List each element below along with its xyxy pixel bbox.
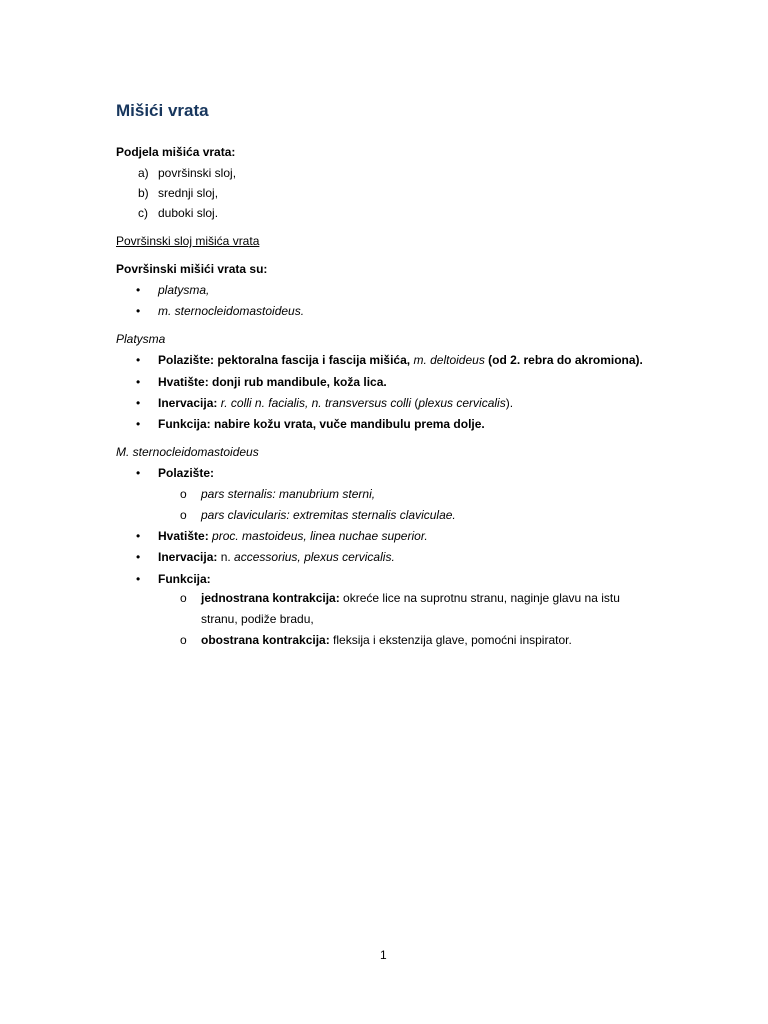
bullet-icon: • [136,375,141,389]
document-title: Mišići vrata [116,101,209,120]
platysma-insertion-text: donji rub mandibule, koža lica. [208,375,387,389]
scm-function-bilateral-label: obostrana kontrakcija: [201,633,330,647]
platysma-insertion-label: Hvatište: [158,375,209,389]
platysma-innervation-label: Inervacija: [158,396,218,410]
scm-innervation [158,549,395,565]
scm-function-unilateral-text: okreće lice na suprotnu stranu, naginje glavu na istu [339,591,620,605]
platysma-innervation-italic1: r. colli n. facialis, n. transversus colli [217,396,411,410]
division-item-c: duboki sloj. [158,206,219,220]
surface-item-scm: m. sternocleidomastoideus. [158,304,305,318]
bullet-icon: • [136,283,141,297]
bullet-icon: • [136,304,141,318]
scm-origin-label: Polazište: [158,466,215,480]
scm-innervation-label: Inervacija: [158,550,218,564]
platysma-function-text: nabire kožu vrata, vuče mandibulu prema dolje. [210,417,485,431]
bullet-icon: • [136,529,141,543]
platysma-innervation-italic2: plexus cervicalis [418,396,506,410]
platysma-heading: Platysma [116,332,166,346]
surface-muscles-heading: Površinski mišići vrata su: [116,262,268,276]
bullet-icon: • [136,396,141,410]
division-item-b-label: b) [138,186,149,200]
platysma-origin-text1: pektoralna fascija i fascija mišića, [214,353,414,367]
platysma-innervation [158,395,513,411]
sub-bullet-icon: o [180,487,187,501]
scm-heading: M. sternocleidomastoideus [116,445,259,459]
division-heading: Podjela mišića vrata: [116,145,236,159]
platysma-function-label: Funkcija: [158,417,211,431]
sub-bullet-icon: o [180,633,187,647]
scm-function-label: Funkcija: [158,572,211,586]
bullet-icon: • [136,353,141,367]
section-heading: Površinski sloj mišića vrata [116,234,260,248]
page-number: 1 [380,948,387,962]
platysma-insertion [158,374,387,390]
sub-bullet-icon: o [180,591,187,605]
platysma-origin-text2: (od 2. rebra do akromiona). [484,353,643,367]
sub-bullet-icon: o [180,508,187,522]
division-item-a: površinski sloj, [158,166,237,180]
scm-function-bilateral [201,632,572,648]
division-item-b: srednji sloj, [158,186,219,200]
scm-function-unilateral-cont: stranu, podiže bradu, [201,612,314,626]
bullet-icon: • [136,417,141,431]
platysma-origin-label: Polazište: [158,353,215,367]
platysma-innervation-text1: ( [411,396,419,410]
scm-innervation-text: n. [217,550,231,564]
bullet-icon: • [136,466,141,480]
scm-function-bilateral-text: fleksija i ekstenzija glave, pomoćni inspirator. [329,633,572,647]
platysma-origin-italic: m. deltoideus [413,353,485,367]
bullet-icon: • [136,550,141,564]
scm-insertion-label: Hvatište: [158,529,209,543]
scm-origin-clavicular: pars clavicularis: extremitas sternalis claviculae. [201,508,456,522]
platysma-origin [158,352,643,368]
scm-innervation-italic: accessorius, plexus cervicalis. [230,550,395,564]
scm-insertion [158,528,428,544]
platysma-function [158,416,485,432]
scm-function-unilateral-label: jednostrana kontrakcija: [201,591,340,605]
platysma-innervation-text2: ). [505,396,514,410]
surface-item-platysma: platysma, [158,283,210,297]
division-item-c-label: c) [138,206,148,220]
bullet-icon: • [136,572,141,586]
scm-origin-sternal: pars sternalis: manubrium sterni, [201,487,376,501]
division-item-a-label: a) [138,166,149,180]
scm-insertion-text: proc. mastoideus, linea nuchae superior. [208,529,428,543]
scm-function-unilateral [201,590,620,606]
